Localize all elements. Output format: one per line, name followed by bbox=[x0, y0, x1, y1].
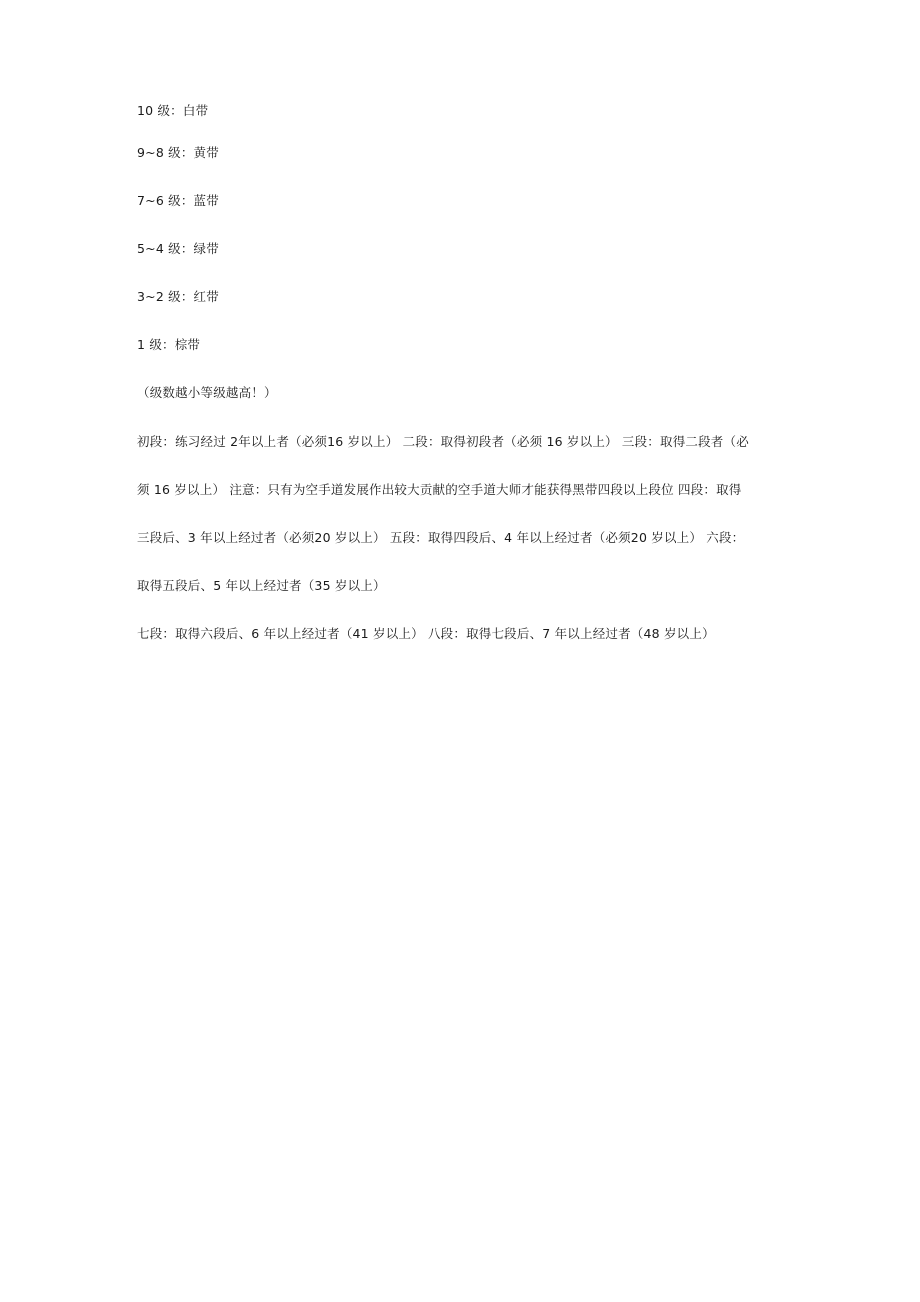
belt-rank-1: 1 级：棕带 bbox=[137, 337, 201, 352]
dan-paragraph-line-1: 初段：练习经过 2年以上者（必须16 岁以上） 二段：取得初段者（必须 16 岁以上） 三段：取得二段者（必 bbox=[137, 434, 749, 449]
belt-rank-7-6: 7~6 级：蓝带 bbox=[137, 193, 219, 208]
belt-rank-9-8: 9~8 级：黄带 bbox=[137, 145, 219, 160]
belt-rank-10: 10 级：白带 bbox=[137, 103, 209, 118]
dan-paragraph-line-3: 三段后、3 年以上经过者（必须20 岁以上） 五段：取得四段后、4 年以上经过者（必须20 岁以上） 六段： bbox=[137, 530, 745, 545]
belt-rank-3-2: 3~2 级：红带 bbox=[137, 289, 219, 304]
dan-last-line: 七段：取得六段后、6 年以上经过者（41 岁以上） 八段：取得七段后、7 年以上经过者（48 岁以上） bbox=[137, 626, 715, 641]
rank-note: （级数越小等级越高！） bbox=[137, 385, 277, 400]
dan-paragraph-line-4: 取得五段后、5 年以上经过者（35 岁以上） bbox=[137, 578, 386, 593]
dan-paragraph-line-2: 须 16 岁以上） 注意：只有为空手道发展作出较大贡献的空手道大师才能获得黑带四段以上段位 四段：取得 bbox=[137, 482, 742, 497]
belt-rank-5-4: 5~4 级：绿带 bbox=[137, 241, 219, 256]
